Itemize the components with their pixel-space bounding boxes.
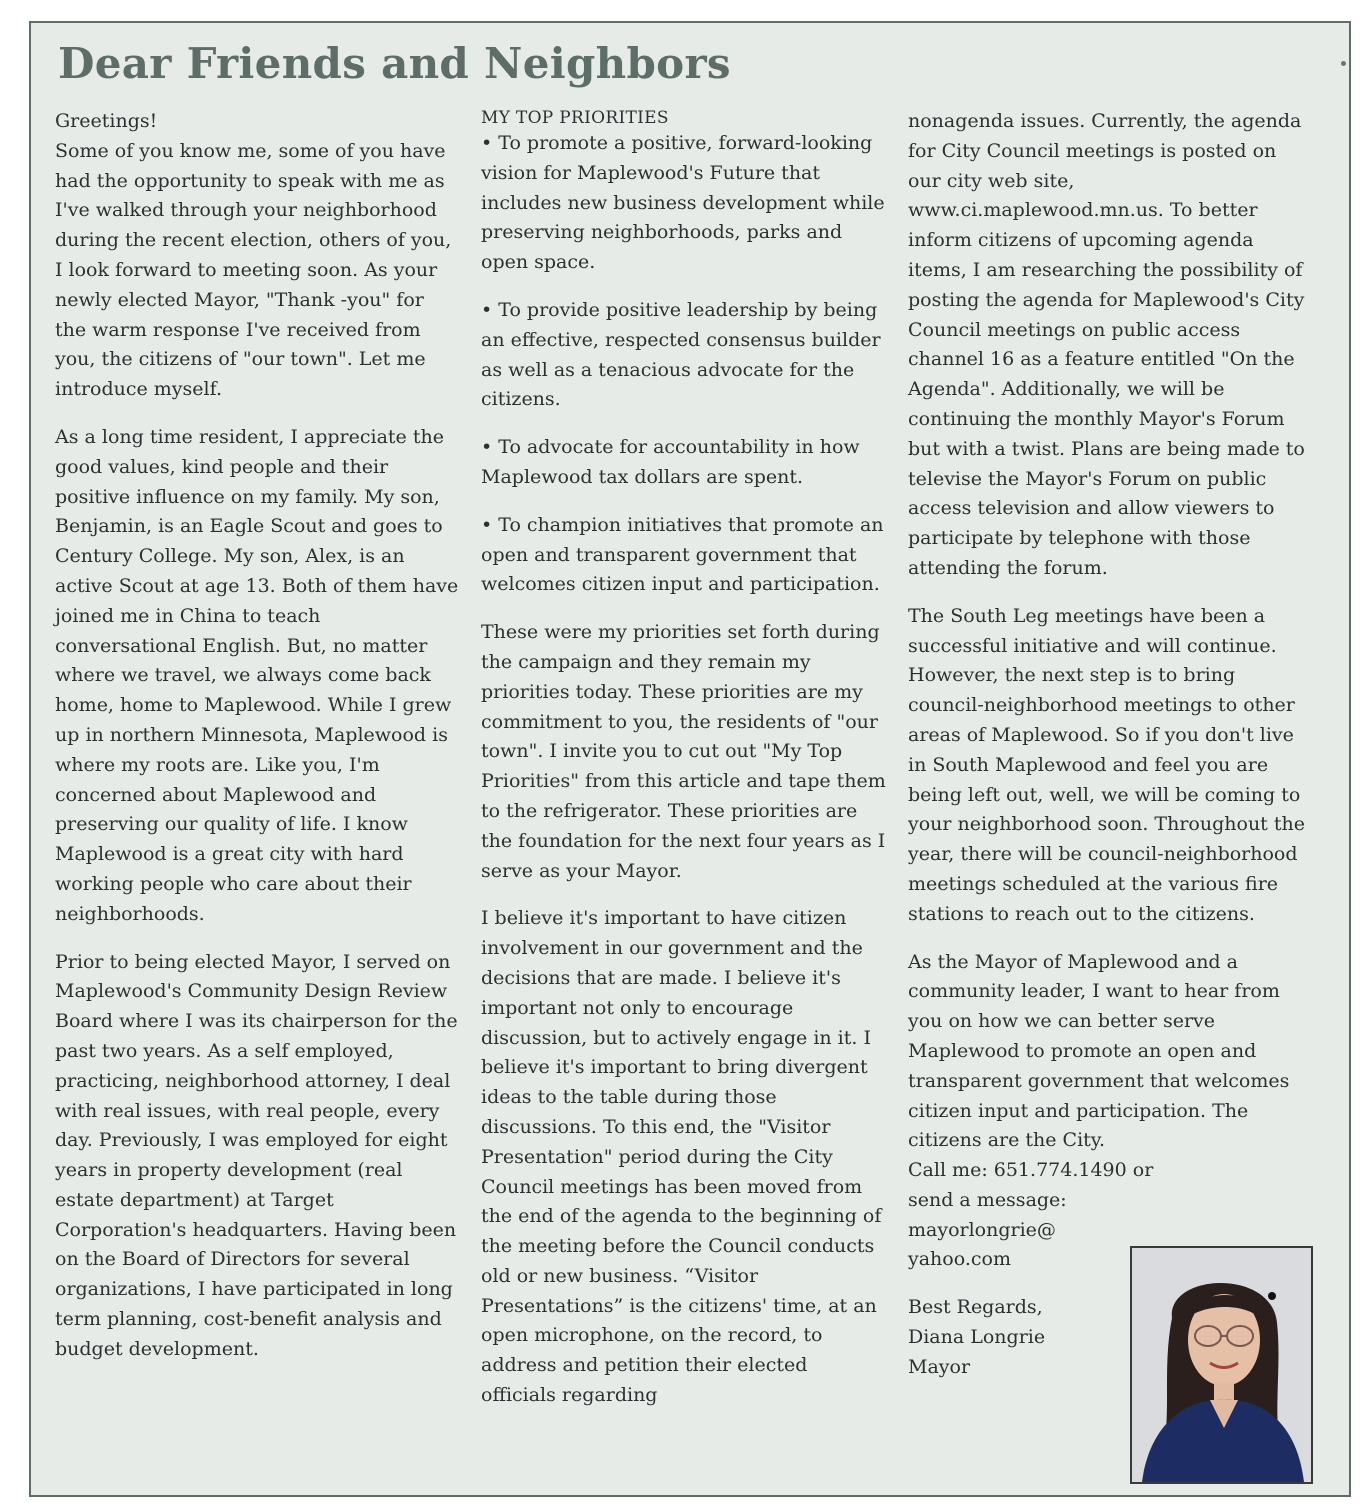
email-line-2: yahoo.com — [908, 1248, 1011, 1271]
column-2 — [481, 107, 887, 1429]
paragraph-commitment: These were my priorities set forth during the campaign and they remain my priorities today. These priorities are my commitment to you, the residents of "our town". I invite you to cut out "My Top Priorities" from this article and tape them to the refrigerator. These priorities are the foundation for the next four years as I serve as your Mayor. — [481, 621, 886, 882]
signoff: Best Regards, — [908, 1296, 1043, 1319]
priority-item: • To promote a positive, forward-looking vision for Maplewood's Future that includes new business development while preserving neighborhoods, parks and open space. — [481, 132, 885, 274]
priority-item: • To champion initiatives that promote an open and transparent government that welcomes citizen input and participation. — [481, 513, 884, 596]
paragraph-involvement: I believe it's important to have citizen involvement in our government and the decisions that are made. I believe it's important not only to encourage discussion, but to actively engage in it. I believe it's important to bring divergent ideas to the table during those discussions. To this end, the "Visitor Presentation" period during the City Council meetings has been moved from the end of the agenda to the beginning of the meeting before the Council conducts old or new business. “Visitor Presentations” is the citizens' time, at an open microphone, on the record, to address and petition their elected officials regarding — [481, 907, 882, 1407]
paragraph-south-leg: The South Leg meetings have been a successful initiative and will continue. However, the next step is to bring council-neighborhood meetings to other areas of Maplewood. So if you don't live in South Maplewood and feel you are being left out, well, we will be coming to your neighborhood soon. Throughout the year, there will be council-neighborhood meetings scheduled at the various fire stations to reach out to the citizens. — [908, 604, 1305, 925]
letter-panel — [29, 21, 1351, 1497]
paragraph-resident: As a long time resident, I appreciate the good values, kind people and their positive influence on my family. My son, Benjamin, is an Eagle Scout and goes to Century College. My son, Alex, is an active Scout at age 13. Both of them have joined me in China to teach conversational English. But, no matter where we travel, we always come back home, home to Maplewood. While I grew up in northern Minnesota, Maplewood is where my roots are. Like you, I'm concerned about Maplewood and preserving our quality of life. I know Maplewood is a great city with hard working people who care about their neighborhoods. — [55, 425, 459, 925]
column-1 — [55, 107, 459, 1383]
signer-title: Mayor — [908, 1355, 971, 1378]
phone-line: Call me: 651.774.1490 or — [908, 1159, 1154, 1182]
priority-item: • To provide positive leadership by being an effective, respected consensus builder as well as a tenacious advocate for the citizens. — [481, 298, 881, 411]
signer-name: Diana Longrie — [908, 1326, 1046, 1349]
paragraph-background: Prior to being elected Mayor, I served on Maplewood's Community Design Review Board where I was its chairperson for the past two years. As a self employed, practicing, neighborhood attorney, I deal with real issues, with real people, every day. Previously, I was employed for eight years in property development (real estate department) at Target Corporation's headquarters. Having been on the Board of Directors for several organizations, I have participated in long term planning, cost-benefit analysis and budget development. — [55, 950, 458, 1360]
paragraph-contact: As the Mayor of Maplewood and a community leader, I want to hear from you on how we can better serve Maplewood to promote an open and transparent government that welcomes citizen input and participation. The citizens are the City. — [908, 950, 1290, 1152]
portrait-illustration — [1132, 1248, 1311, 1482]
page-title: Dear Friends and Neighbors — [58, 39, 731, 88]
paragraph-agenda: nonagenda issues. Currently, the agenda for City Council meetings is posted on our city web site, www.ci.maplewood.mn.us. To better inform citizens of upcoming agenda items, I am researching the possibility of posting the agenda for Maplewood's City Council meetings on public access channel 16 as a feature entitled "On the Agenda". Additionally, we will be continuing the monthly Mayor's Forum but with a twist. Plans are being made to televise the Mayor's Forum on public access television and allow viewers to participate by telephone with those attending the forum. — [908, 110, 1305, 579]
column-3 — [908, 107, 1313, 1383]
message-line: send a message: — [908, 1188, 1067, 1211]
email-line-1: mayorlongrie@ — [908, 1218, 1056, 1241]
paragraph-intro: Some of you know me, some of you have had the opportunity to speak with me as I've walked through your neighborhood during the recent election, others of you, I look forward to meeting soon. As your newly elected Mayor, "Thank -you" for the warm response I've received from you, the citizens of "our town". Let me introduce myself. — [55, 139, 452, 401]
corner-mark — [1341, 61, 1346, 66]
mayor-portrait-photo — [1130, 1246, 1313, 1484]
priority-item: • To advocate for accountability in how Maplewood tax dollars are spent. — [481, 436, 860, 488]
greeting: Greetings! — [55, 110, 158, 132]
priorities-heading: MY TOP PRIORITIES — [481, 108, 669, 128]
